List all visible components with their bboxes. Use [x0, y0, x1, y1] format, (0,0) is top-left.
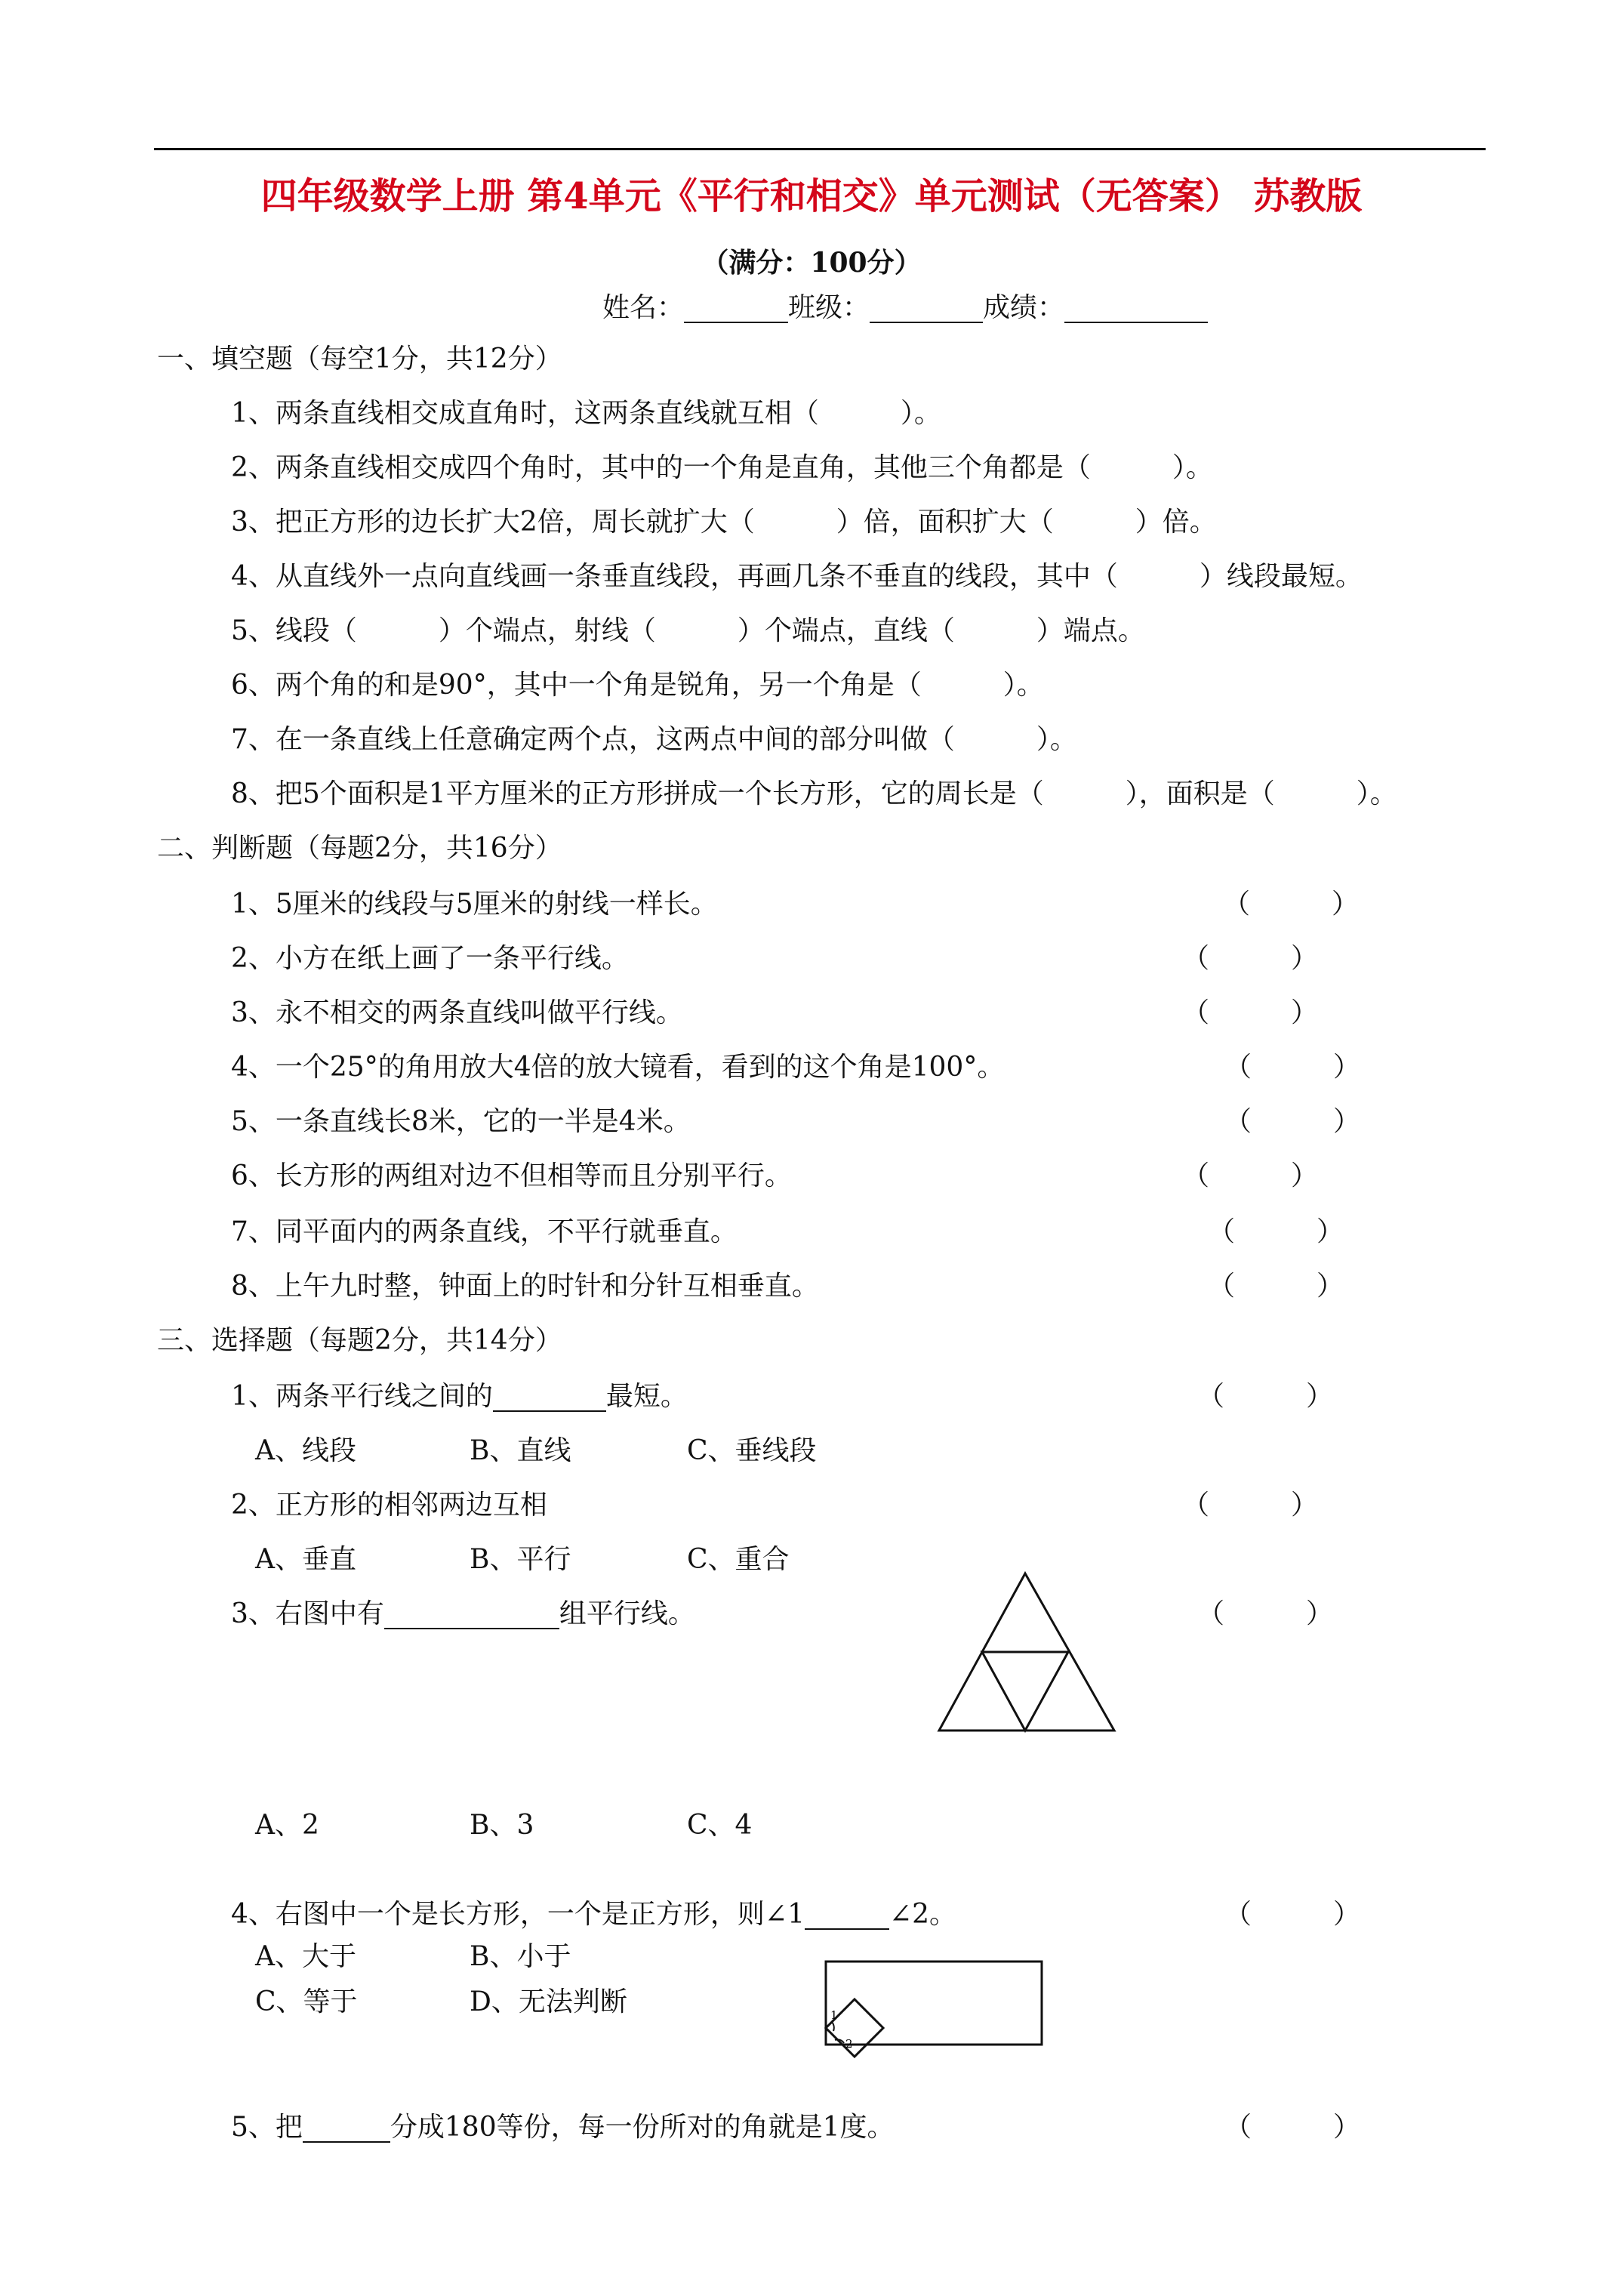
judge-answer-6[interactable]: （ ） — [1182, 1160, 1319, 1191]
name-blank[interactable] — [684, 294, 788, 323]
choice-question-5: 5、把 分成180等份，每一份所对的角就是1度。 — [231, 2112, 895, 2143]
section-fill-heading: 一、填空题（每空1分，共12分） — [157, 344, 562, 374]
choice-answer-4[interactable]: （ ） — [1224, 1899, 1361, 1930]
choice-4-option-d[interactable]: D、无法判断 — [470, 1986, 627, 2017]
choice-question-1: 1、两条平行线之间的 最短。 — [231, 1381, 688, 1412]
fill-question-8: 8、把5个面积是1平方厘米的正方形拼成一个长方形，它的周长是（ ），面积是（ ）。 — [231, 778, 1397, 809]
top-rule — [154, 148, 1486, 150]
choice-1-option-a[interactable]: A、线段 — [255, 1435, 356, 1466]
judge-question-1: 1、5厘米的线段与5厘米的射线一样长。 — [231, 889, 718, 920]
judge-question-6: 6、长方形的两组对边不但相等而且分别平行。 — [231, 1160, 792, 1191]
student-info-line — [602, 294, 1208, 323]
section-choice-heading: 三、选择题（每题2分，共14分） — [157, 1325, 562, 1356]
judge-answer-1[interactable]: （ ） — [1223, 889, 1360, 920]
choice-3-option-a[interactable]: A、2 — [255, 1810, 319, 1841]
triangle-figure — [936, 1570, 1117, 1737]
judge-question-7: 7、同平面内的两条直线，不平行就垂直。 — [231, 1216, 738, 1247]
full-score-note: （满分：100分） — [701, 247, 922, 279]
judge-answer-4[interactable]: （ ） — [1224, 1052, 1361, 1083]
grade-label: 成绩： — [983, 292, 1065, 323]
fill-question-5: 5、线段（ ）个端点，射线（ ）个端点，直线（ ）端点。 — [231, 615, 1145, 646]
judge-answer-8[interactable]: （ ） — [1208, 1271, 1344, 1302]
page-title: 四年级数学上册 第4单元《平行和相交》单元测试（无答案） 苏教版 — [260, 175, 1363, 217]
choice-question-2: 2、正方形的相邻两边互相 — [231, 1490, 547, 1521]
choice-answer-3[interactable]: （ ） — [1197, 1598, 1334, 1629]
rectangle-square-figure — [823, 1955, 1049, 2084]
choice-answer-2[interactable]: （ ） — [1182, 1490, 1319, 1521]
judge-question-4: 4、一个25°的角用放大4倍的放大镜看，看到的这个角是100°。 — [231, 1052, 1005, 1083]
choice-1-option-c[interactable]: C、垂线段 — [687, 1435, 817, 1466]
choice-2-option-b[interactable]: B、平行 — [470, 1544, 571, 1575]
fill-question-3: 3、把正方形的边长扩大2倍，周长就扩大（ ）倍，面积扩大（ ）倍。 — [231, 507, 1217, 538]
class-blank[interactable] — [870, 294, 983, 323]
choice-blank-5[interactable] — [303, 2114, 390, 2143]
choice-1-option-b[interactable]: B、直线 — [470, 1435, 571, 1466]
choice-blank-1[interactable] — [493, 1383, 606, 1412]
choice-4-option-a[interactable]: A、大于 — [255, 1941, 356, 1972]
judge-question-8: 8、上午九时整，钟面上的时针和分针互相垂直。 — [231, 1271, 819, 1302]
choice-question-3: 3、右图中有 组平行线。 — [231, 1598, 695, 1629]
angle-1-label: 1 — [830, 2008, 838, 2022]
class-label: 班级： — [788, 292, 870, 323]
choice-3-option-b[interactable]: B、3 — [470, 1810, 534, 1841]
choice-answer-5[interactable]: （ ） — [1224, 2112, 1361, 2143]
choice-4-option-c[interactable]: C、等于 — [255, 1986, 358, 2017]
fill-question-6: 6、两个角的和是90°，其中一个角是锐角，另一个角是（ ）。 — [231, 670, 1044, 701]
judge-answer-3[interactable]: （ ） — [1182, 997, 1319, 1028]
fill-question-7: 7、在一条直线上任意确定两个点，这两点中间的部分叫做（ ）。 — [231, 724, 1077, 755]
fill-question-1: 1、两条直线相交成直角时，这两条直线就互相（ ）。 — [231, 398, 941, 429]
choice-4-option-b[interactable]: B、小于 — [470, 1941, 571, 1972]
section-judge-heading: 二、判断题（每题2分，共16分） — [157, 833, 562, 864]
name-label: 姓名： — [602, 292, 685, 323]
choice-blank-3[interactable] — [384, 1601, 559, 1629]
choice-question-4: 4、右图中一个是长方形，一个是正方形，则∠1 ∠2。 — [231, 1899, 957, 1930]
choice-2-option-a[interactable]: A、垂直 — [255, 1544, 356, 1575]
judge-answer-5[interactable]: （ ） — [1224, 1106, 1361, 1137]
choice-blank-4[interactable] — [805, 1901, 889, 1930]
fill-question-2: 2、两条直线相交成四个角时，其中的一个角是直角，其他三个角都是（ ）。 — [231, 452, 1213, 483]
judge-question-3: 3、永不相交的两条直线叫做平行线。 — [231, 997, 683, 1028]
choice-2-option-c[interactable]: C、重合 — [687, 1544, 790, 1575]
judge-question-5: 5、一条直线长8米，它的一半是4米。 — [231, 1106, 691, 1137]
judge-question-2: 2、小方在纸上画了一条平行线。 — [231, 943, 629, 974]
grade-blank[interactable] — [1064, 294, 1208, 323]
angle-2-label: 2 — [845, 2037, 853, 2051]
choice-3-option-c[interactable]: C、4 — [687, 1810, 753, 1841]
choice-answer-1[interactable]: （ ） — [1197, 1381, 1334, 1412]
judge-answer-2[interactable]: （ ） — [1182, 943, 1319, 974]
judge-answer-7[interactable]: （ ） — [1208, 1216, 1344, 1247]
fill-question-4: 4、从直线外一点向直线画一条垂直线段，再画几条不垂直的线段，其中（ ）线段最短。 — [231, 561, 1363, 592]
